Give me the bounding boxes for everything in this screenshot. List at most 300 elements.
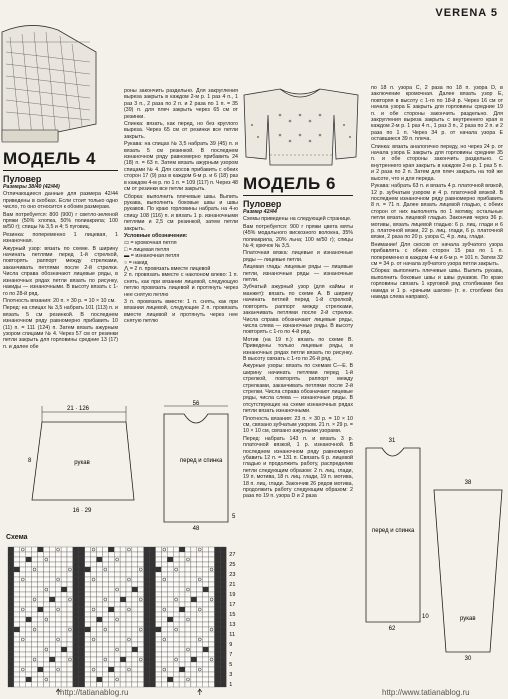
chart-cell <box>55 632 61 637</box>
chart-cell <box>43 612 49 617</box>
chart-cell <box>209 602 215 607</box>
chart-cell <box>32 642 38 647</box>
chart-cell <box>138 552 144 557</box>
legend-left-decrease: 2 п. провязать вместе с наклоном влево: 1 п. снять, как при вязании лицевой, следующую петлю провязать лицевой и протянуть через нее снятую петлю <box>124 272 238 298</box>
chart-cell <box>108 652 114 657</box>
chart-cell <box>79 552 85 557</box>
watermark-left: http://tatianablog.ru <box>60 688 129 697</box>
chart-cell <box>197 627 203 632</box>
chart-cell <box>38 607 44 612</box>
chart-cell <box>79 642 85 647</box>
chart-cell <box>144 682 150 687</box>
chart-cell <box>55 622 61 627</box>
chart-cell <box>126 602 132 607</box>
chart-cell <box>26 577 32 582</box>
chart-cell <box>144 642 150 647</box>
chart-cell <box>173 572 179 577</box>
chart-cell <box>209 582 215 587</box>
chart-cell <box>209 587 215 592</box>
chart-cell <box>108 637 114 642</box>
chart-cell <box>150 647 156 652</box>
chart-cell <box>161 552 167 557</box>
chart-cell <box>114 567 120 572</box>
chart-cell <box>203 622 209 627</box>
chart-cell <box>67 637 73 642</box>
chart-cell <box>26 562 32 567</box>
chart-cell <box>144 572 150 577</box>
chart-cell <box>73 577 79 582</box>
chart-cell <box>132 672 138 677</box>
chart-cell <box>85 607 91 612</box>
chart-cell <box>197 657 203 662</box>
model4-body-dim-side: 5 <box>232 514 236 520</box>
chart-cell <box>203 642 209 647</box>
chart-cell <box>203 632 209 637</box>
chart-cell <box>167 642 173 647</box>
chart-cell <box>120 607 126 612</box>
chart-cell <box>14 547 20 552</box>
chart-cell <box>132 602 138 607</box>
chart-cell <box>20 682 26 687</box>
chart-cell <box>43 657 49 662</box>
chart-cell <box>55 602 61 607</box>
chart-cell <box>191 572 197 577</box>
chart-cell <box>43 637 49 642</box>
chart-cell <box>138 547 144 552</box>
chart-cell <box>20 562 26 567</box>
chart-cell <box>203 552 209 557</box>
chart-cell <box>173 662 179 667</box>
chart-cell <box>79 672 85 677</box>
chart-cell <box>55 552 61 557</box>
chart-cell <box>167 662 173 667</box>
chart-cell <box>167 572 173 577</box>
chart-cell <box>20 652 26 657</box>
chart-cell <box>197 582 203 587</box>
chart-cell <box>120 642 126 647</box>
chart-cell <box>61 587 67 592</box>
chart-cell <box>20 617 26 622</box>
chart-cell <box>97 647 103 652</box>
chart-cell <box>91 672 97 677</box>
chart-cell <box>179 572 185 577</box>
chart-row-label: 15 <box>229 612 236 619</box>
chart-cell <box>43 592 49 597</box>
chart-cell <box>144 662 150 667</box>
chart-cell <box>49 567 55 572</box>
chart-cell <box>32 647 38 652</box>
chart-cell <box>203 572 209 577</box>
chart-cell <box>179 657 185 662</box>
chart-cell <box>161 592 167 597</box>
chart-cell <box>132 612 138 617</box>
chart-cell <box>49 627 55 632</box>
chart-cell <box>38 632 44 637</box>
column-model6-right <box>371 85 503 425</box>
chart-cell <box>8 557 14 562</box>
chart-cell <box>61 627 67 632</box>
model4-sweater-sketch <box>0 12 100 150</box>
model6-p3: Платочная вязка: лицевые и изнаночные ряды — лицевые петли. <box>243 250 353 263</box>
chart-cell <box>8 547 14 552</box>
chart-cell <box>26 632 32 637</box>
chart-cell <box>167 597 173 602</box>
chart-cell <box>38 622 44 627</box>
chart-cell <box>197 587 203 592</box>
chart-cell <box>49 582 55 587</box>
chart-cell <box>108 577 114 582</box>
chart-cell <box>114 637 120 642</box>
chart-cell <box>38 637 44 642</box>
chart-cell <box>85 682 91 687</box>
chart-cell <box>138 582 144 587</box>
model4-c2-p4: Сборка: выполнить плечевые швы. Выпить рукава, выполнить боковые швы и швы рукавов. По краю горловины набрать на 4-ю спицу 108 (116) п. и вязать 1 р. изнаночными петлями и 2,5 см резинкой, затем петли закрыть. <box>124 193 238 232</box>
chart-cell <box>102 592 108 597</box>
chart-cell <box>173 682 179 687</box>
chart-cell <box>61 567 67 572</box>
chart-cell <box>179 577 185 582</box>
chart-cell <box>73 557 79 562</box>
chart-cell <box>156 552 162 557</box>
chart-cell <box>215 672 221 677</box>
chart-cell <box>20 557 26 562</box>
chart-cell <box>61 592 67 597</box>
chart-cell <box>20 677 26 682</box>
chart-cell <box>8 597 14 602</box>
model4-c2-p3: Рукава: на спицах № 3,5 набрать 39 (45) п. и вязать 5 см резинкой. В последнем изнаночном ряду равномерно прибавить 24 (18) п. = 63 п. Затем вязать ажурным узором спицами № 4. Для скосов прибавить с обеих сторон 17 (9) раз в каждом 6-м р. и 6 (18) раз в каждом 4-м р. по 1 п. = 109 (117) п. Через 48 см от резинки все петли закрыть. <box>124 141 238 193</box>
chart-cell <box>126 662 132 667</box>
chart-cell <box>161 647 167 652</box>
chart-cell <box>203 557 209 562</box>
chart-cell <box>144 622 150 627</box>
chart-cell <box>61 597 67 602</box>
chart-cell <box>67 552 73 557</box>
chart-cell <box>150 627 156 632</box>
chart-cell <box>215 562 221 567</box>
chart-cell <box>120 552 126 557</box>
chart-cell <box>150 577 156 582</box>
chart-cell <box>49 572 55 577</box>
legend-title: Условные обозначения: <box>124 232 188 239</box>
chart-cell <box>14 597 20 602</box>
chart-cell <box>197 552 203 557</box>
chart-cell <box>179 617 185 622</box>
chart-cell <box>20 582 26 587</box>
chart-cell <box>97 642 103 647</box>
chart-cell <box>191 667 197 672</box>
chart-cell <box>220 642 226 647</box>
chart-cell <box>167 562 173 567</box>
chart-cell <box>191 627 197 632</box>
chart-cell <box>173 562 179 567</box>
chart-cell <box>120 667 126 672</box>
chart-cell <box>161 597 167 602</box>
chart-cell <box>220 632 226 637</box>
chart-cell <box>67 587 73 592</box>
chart-cell <box>55 677 61 682</box>
chart-cell <box>32 562 38 567</box>
chart-cell <box>220 647 226 652</box>
chart-cell <box>126 587 132 592</box>
chart-cell <box>220 622 226 627</box>
legend-symbol-icon: ▬ <box>124 253 130 260</box>
model4-p3: Резинка: попеременно 1 лицевая, 1 изнаночная. <box>3 231 118 245</box>
chart-cell <box>49 667 55 672</box>
chart-cell <box>26 652 32 657</box>
chart-cell <box>38 577 44 582</box>
chart-cell <box>156 672 162 677</box>
chart-cell <box>185 612 191 617</box>
chart-cell <box>179 552 185 557</box>
chart-cell <box>32 552 38 557</box>
chart-cell <box>32 677 38 682</box>
chart-cell <box>79 597 85 602</box>
chart-cell <box>203 582 209 587</box>
chart-cell <box>108 632 114 637</box>
legend-item: ▬ = изнаночная петля <box>124 253 180 260</box>
chart-cell <box>85 597 91 602</box>
chart-cell <box>32 582 38 587</box>
chart-cell <box>179 647 185 652</box>
chart-cell <box>150 657 156 662</box>
chart-cell <box>14 667 20 672</box>
chart-cell <box>20 632 26 637</box>
chart-cell <box>49 637 55 642</box>
chart-cell <box>209 662 215 667</box>
chart-cell <box>8 672 14 677</box>
brand-header: VERENA 5 <box>435 7 498 19</box>
chart-cell <box>61 612 67 617</box>
chart-cell <box>91 647 97 652</box>
chart-cell <box>197 602 203 607</box>
chart-cell <box>150 557 156 562</box>
chart-cell <box>179 622 185 627</box>
chart-cell <box>20 572 26 577</box>
chart-cell <box>150 652 156 657</box>
chart-cell <box>179 667 185 672</box>
chart-cell <box>167 557 173 562</box>
chart-cell <box>144 597 150 602</box>
chart-cell <box>156 642 162 647</box>
chart-cell <box>173 672 179 677</box>
chart-cell <box>167 552 173 557</box>
chart-cell <box>49 552 55 557</box>
chart-cell <box>43 622 49 627</box>
chart-cell <box>179 662 185 667</box>
chart-cell <box>150 672 156 677</box>
chart-cell <box>138 632 144 637</box>
chart-cell <box>61 657 67 662</box>
chart-cell <box>197 632 203 637</box>
chart-cell <box>126 657 132 662</box>
chart-row-label: 11 <box>229 632 236 639</box>
chart-cell <box>220 672 226 677</box>
chart-cell <box>156 592 162 597</box>
chart-cell <box>73 547 79 552</box>
chart-cell <box>167 622 173 627</box>
chart-cell <box>55 557 61 562</box>
chart-row-label: 19 <box>229 592 236 599</box>
chart-cell <box>97 662 103 667</box>
chart-cell <box>108 592 114 597</box>
chart-cell <box>209 647 215 652</box>
chart-cell <box>114 577 120 582</box>
chart-cell <box>38 657 44 662</box>
chart-cell <box>209 577 215 582</box>
chart-cell <box>215 617 221 622</box>
chart-cell <box>167 582 173 587</box>
chart-cell <box>209 547 215 552</box>
chart-cell <box>138 667 144 672</box>
chart-cell <box>203 667 209 672</box>
chart-cell <box>132 577 138 582</box>
chart-cell <box>26 592 32 597</box>
chart-cell <box>120 622 126 627</box>
chart-cell <box>144 632 150 637</box>
chart-cell <box>67 662 73 667</box>
chart-cell <box>173 607 179 612</box>
chart-cell <box>61 577 67 582</box>
chart-cell <box>97 672 103 677</box>
chart-cell <box>26 597 32 602</box>
chart-cell <box>108 572 114 577</box>
chart-cell <box>191 622 197 627</box>
chart-cell <box>150 662 156 667</box>
model6-c4-p4: Внимание! Для скосов от начала зубчатого узора прибавлять с обеих сторон 15 раз по 1 п. попеременно в каждом 4-м и 6-м р. = 101 п. Затем 32 см = 34 р. от начала зубчатого узора петли закрыть. <box>371 241 503 267</box>
chart-cell <box>49 617 55 622</box>
chart-cell <box>102 677 108 682</box>
chart-cell <box>26 602 32 607</box>
chart-cell <box>97 637 103 642</box>
chart-cell <box>191 662 197 667</box>
chart-cell <box>114 592 120 597</box>
chart-cell <box>114 642 120 647</box>
chart-cell <box>97 567 103 572</box>
chart-cell <box>79 677 85 682</box>
chart-cell <box>102 552 108 557</box>
chart-cell <box>179 597 185 602</box>
model6-c4-p3: Рукава: набрать 63 п. и вязать 4 р. платочной вязкой, 12 р. зубчатым узором и 4 р. платочной вязкой. В последнем изнаночном ряду равномерно прибавить 8 п. = 71 п. Далее вязать лицевой гладью, с обеих сторон от них выполнять по 1 мотиву, остальные петли вязать лицевой гладью. Закончив через 36 р. мотивы, вязать лицевой гладью: 6 р. лиц. глади и 6 р. платочной вязки, 22 р. лиц. глади, 6 р. платочной вязки, 2 раза по 20 р. узора С, 4 р. лиц. глади. <box>371 183 503 241</box>
chart-cell <box>185 572 191 577</box>
chart-cell <box>161 617 167 622</box>
chart-cell <box>132 662 138 667</box>
chart-cell <box>73 592 79 597</box>
chart-cell <box>8 567 14 572</box>
chart-cell <box>32 547 38 552</box>
chart-cell <box>73 617 79 622</box>
chart-cell <box>108 672 114 677</box>
chart-cell <box>132 652 138 657</box>
chart-cell <box>215 577 221 582</box>
chart-cell <box>55 562 61 567</box>
chart-cell <box>197 597 203 602</box>
model6-body-schematic <box>358 432 430 632</box>
chart-cell <box>220 627 226 632</box>
chart-cell <box>61 632 67 637</box>
chart-cell <box>126 562 132 567</box>
model6-body-dim-bottom: 62 <box>388 626 396 632</box>
chart-cell <box>49 622 55 627</box>
chart-cell <box>102 682 108 687</box>
chart-cell <box>43 607 49 612</box>
chart-cell <box>209 557 215 562</box>
chart-cell <box>102 572 108 577</box>
chart-cell <box>167 672 173 677</box>
chart-cell <box>138 682 144 687</box>
chart-cell <box>73 567 79 572</box>
chart-cell <box>126 622 132 627</box>
chart-cell <box>91 677 97 682</box>
chart-cell <box>91 627 97 632</box>
chart-cell <box>14 617 20 622</box>
chart-cell <box>197 567 203 572</box>
chart-cell <box>114 602 120 607</box>
chart-cell <box>43 597 49 602</box>
chart-cell <box>73 582 79 587</box>
chart-cell <box>197 642 203 647</box>
chart-cell <box>161 582 167 587</box>
chart-cell <box>179 637 185 642</box>
chart-cell <box>156 587 162 592</box>
legend-symbol-icon: □ <box>124 246 128 253</box>
chart-cell <box>197 592 203 597</box>
chart-cell <box>79 567 85 572</box>
chart-cell <box>49 587 55 592</box>
chart-cell <box>138 662 144 667</box>
chart-cell <box>20 592 26 597</box>
chart-cell <box>203 592 209 597</box>
chart-cell <box>161 632 167 637</box>
chart-cell <box>61 652 67 657</box>
chart-cell <box>215 597 221 602</box>
chart-cell <box>108 657 114 662</box>
chart-cell <box>91 612 97 617</box>
chart-cell <box>215 652 221 657</box>
model4-subtitle: Пуловер <box>3 174 42 184</box>
chart-cell <box>209 617 215 622</box>
chart-cell <box>191 642 197 647</box>
chart-cell <box>43 552 49 557</box>
chart-cell <box>156 582 162 587</box>
chart-cell <box>102 557 108 562</box>
chart-cell <box>61 562 67 567</box>
chart-cell <box>114 552 120 557</box>
chart-cell <box>8 617 14 622</box>
chart-cell <box>144 567 150 572</box>
chart-cell <box>14 657 20 662</box>
chart-cell <box>191 647 197 652</box>
chart-cell <box>173 652 179 657</box>
chart-cell <box>191 552 197 557</box>
model6-sleeve-dim-bottom: 30 <box>464 656 472 662</box>
chart-cell <box>156 557 162 562</box>
chart-cell <box>138 652 144 657</box>
chart-cell <box>14 572 20 577</box>
chart-cell <box>179 582 185 587</box>
chart-cell <box>38 592 44 597</box>
chart-cell <box>43 672 49 677</box>
chart-cell <box>108 682 114 687</box>
chart-cell <box>191 582 197 587</box>
chart-cell <box>167 577 173 582</box>
chart-cell <box>197 652 203 657</box>
model4-p6: Перед: на спицах № 3,5 набрать 101 (113) п. и вязать 5 см резинкой. В последнем изнаночном ряду равномерно прибавить 10 (11) п. = 111 (124) п. Затем вязать ажурным узором спицами № 4. Через 57 см от резинки петли закрыть для горловины средние 13 (17) п. и далее обе <box>3 305 118 350</box>
chart-row-label: 13 <box>229 622 236 629</box>
chart-cell <box>185 637 191 642</box>
chart-cell <box>26 557 32 562</box>
chart-cell <box>161 642 167 647</box>
chart-cell <box>220 557 226 562</box>
